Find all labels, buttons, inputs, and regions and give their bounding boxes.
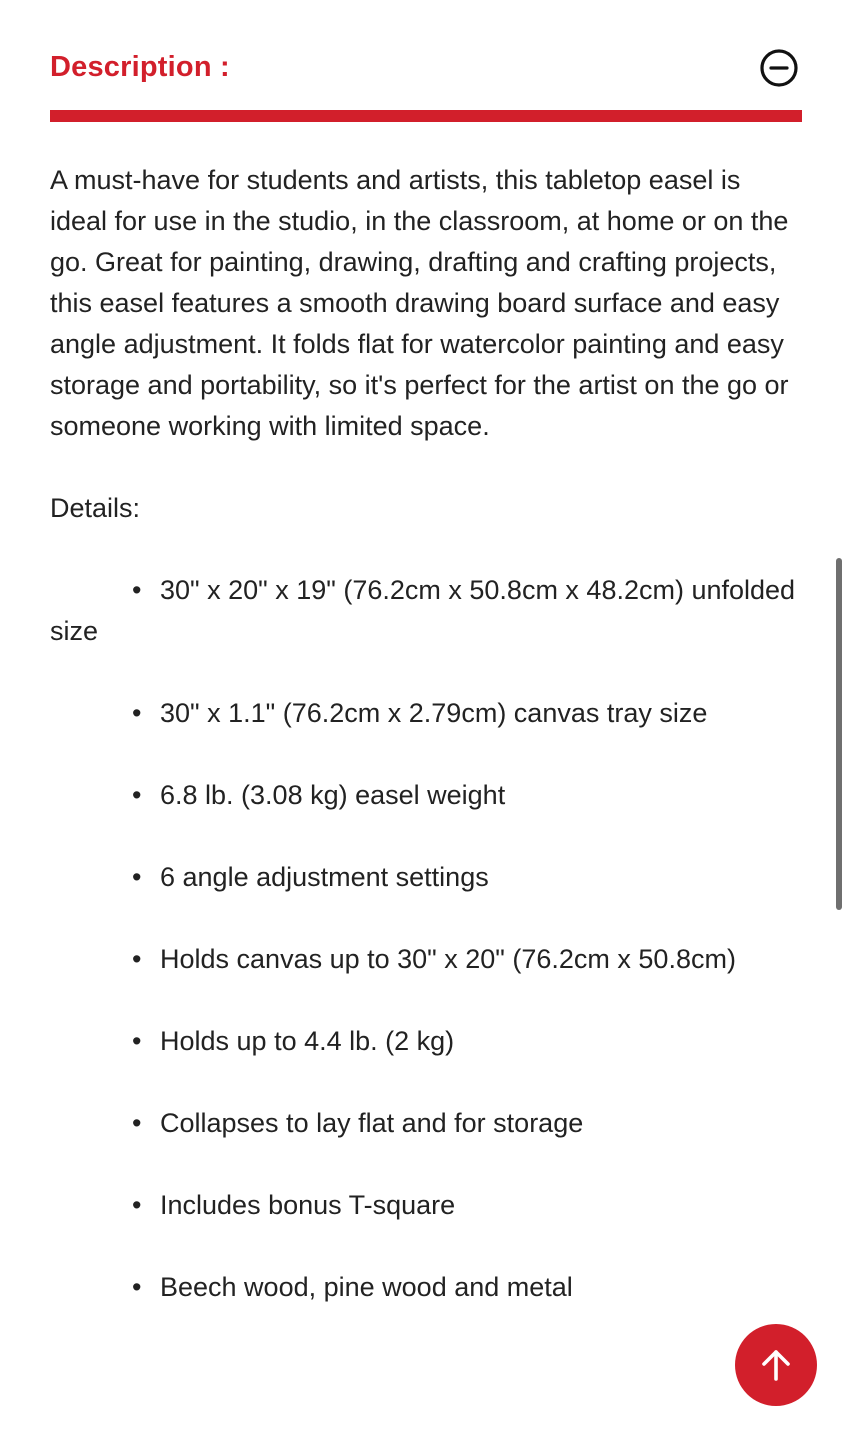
bullet: • [132, 1272, 142, 1302]
detail-item [50, 939, 802, 980]
detail-text: Beech wood, pine wood and metal [160, 1272, 573, 1302]
bullet: • [132, 1026, 142, 1056]
detail-text: 30" x 20" x 19" (76.2cm x 50.8cm x 48.2cm) unfolded size [50, 575, 796, 646]
back-to-top-button[interactable] [735, 1324, 817, 1406]
arrow-up-icon [756, 1345, 796, 1385]
detail-text: 6 angle adjustment settings [160, 862, 489, 892]
detail-item [50, 1267, 802, 1308]
detail-text: Includes bonus T-square [160, 1190, 456, 1220]
detail-text: Collapses to lay flat and for storage [160, 1108, 584, 1138]
detail-item [50, 1185, 802, 1226]
collapse-button[interactable] [758, 47, 800, 89]
minus-circle-icon [758, 47, 800, 89]
detail-text: 30" x 1.1" (76.2cm x 2.79cm) canvas tray size [160, 698, 708, 728]
detail-text: Holds canvas up to 30" x 20" (76.2cm x 50.8cm) [160, 944, 736, 974]
detail-item [50, 1103, 802, 1144]
detail-item [50, 570, 802, 652]
bullet: • [132, 698, 142, 728]
detail-item [50, 693, 802, 734]
bullet: • [132, 780, 142, 810]
bullet: • [132, 944, 142, 974]
bullet: • [132, 862, 142, 892]
bullet: • [132, 1108, 142, 1138]
description-content [50, 160, 802, 1349]
detail-item [50, 857, 802, 898]
section-title: Description : [50, 51, 230, 83]
bullet: • [132, 1190, 142, 1220]
section-divider [50, 110, 802, 122]
description-text: A must-have for students and artists, this tabletop easel is ideal for use in the studio, in the classroom, at home or on the go. Great for painting, drawing, drafting and crafting projects, this easel features a smooth drawing board surface and easy angle adjustment. It folds flat for watercolor painting and easy storage and portability, so it's perfect for the artist on the go or someone working with limited space. [50, 165, 789, 441]
bullet: • [132, 575, 142, 605]
description-header[interactable] [50, 45, 802, 95]
detail-item [50, 1021, 802, 1062]
scrollbar[interactable] [836, 558, 842, 910]
detail-item [50, 775, 802, 816]
detail-text: 6.8 lb. (3.08 kg) easel weight [160, 780, 506, 810]
detail-text: Holds up to 4.4 lb. (2 kg) [160, 1026, 455, 1056]
details-label: Details: [50, 493, 141, 523]
